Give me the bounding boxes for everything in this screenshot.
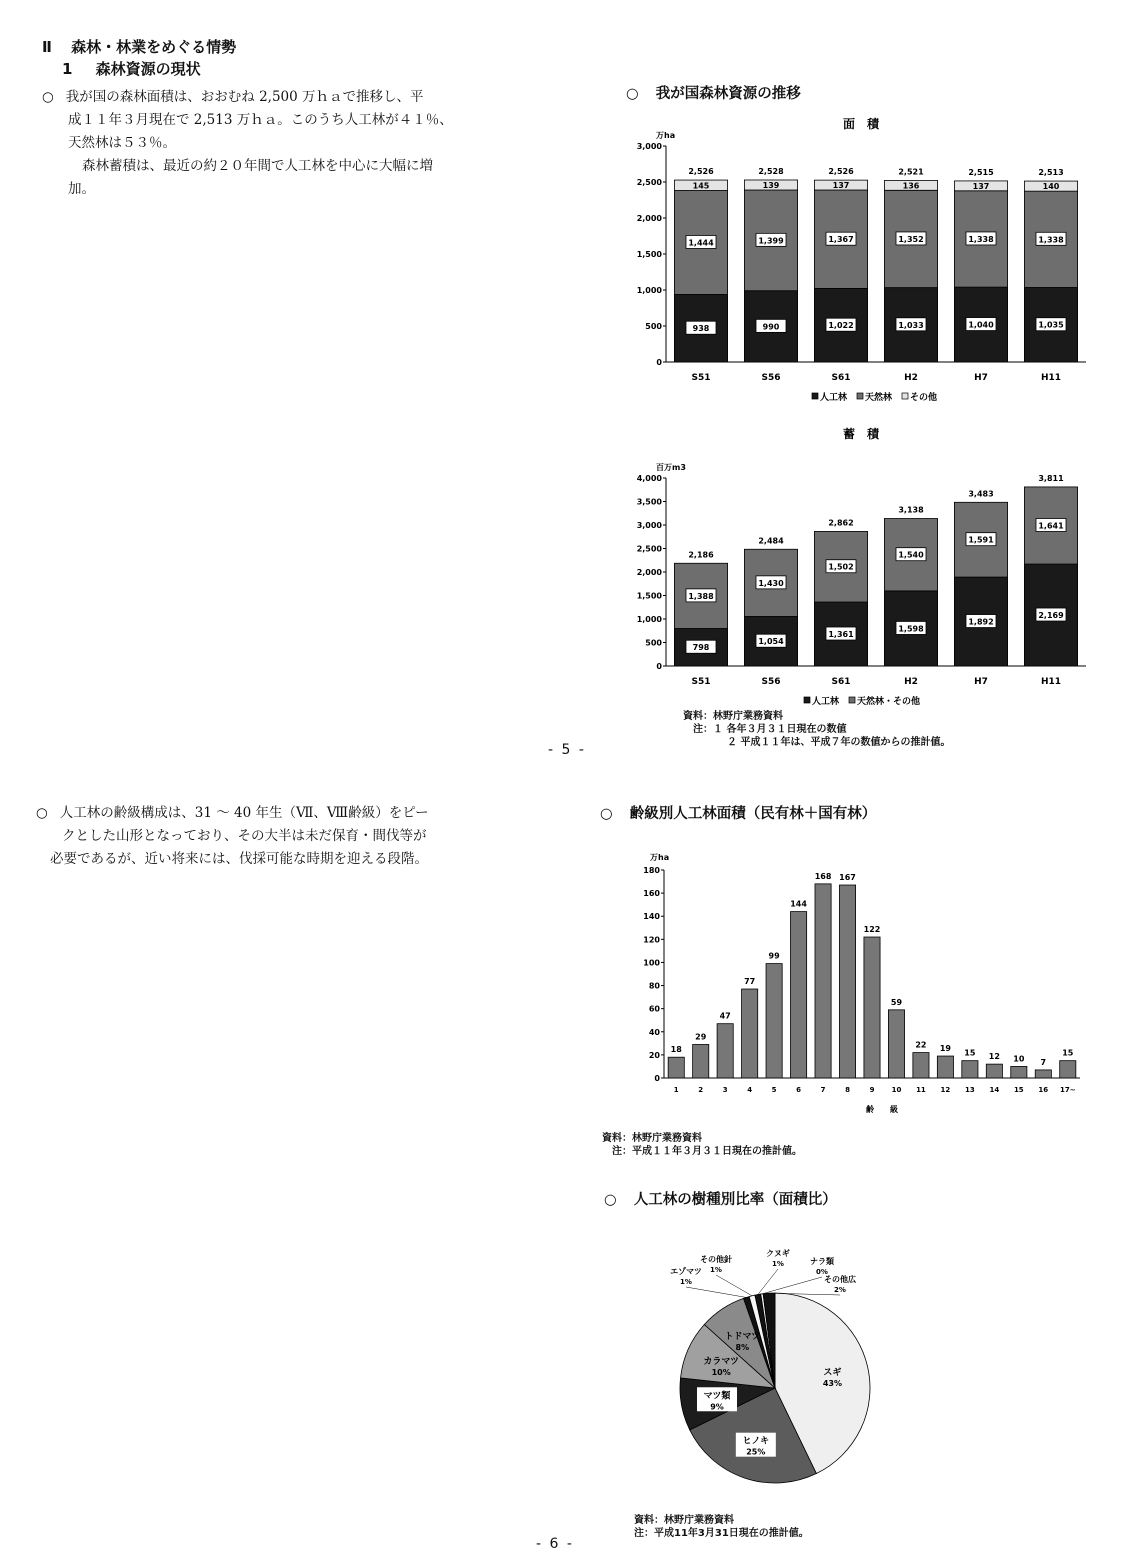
legend-label: 天然林・その他 (857, 697, 921, 707)
x-tick-label: 2 (698, 1086, 704, 1094)
data-label: 15 (964, 1048, 976, 1058)
data-label: 1,430 (758, 578, 784, 588)
total-label: 2,521 (898, 167, 924, 177)
y-tick-label: 160 (643, 889, 660, 899)
legend-swatch (902, 393, 908, 399)
data-label: 10 (1013, 1054, 1025, 1064)
data-label: 136 (902, 181, 920, 191)
forest-area-chart (616, 110, 1106, 410)
x-tick-label: 5 (771, 1086, 777, 1094)
section-number: Ⅱ (42, 38, 52, 56)
subsection-number: 1 (62, 60, 73, 78)
pie-callout-line (716, 1275, 752, 1296)
x-tick-label: S61 (831, 677, 851, 687)
y-tick-label: 2,500 (636, 178, 662, 187)
data-label: 1,035 (1038, 320, 1064, 330)
age-bar (1060, 1061, 1076, 1078)
data-label: 122 (863, 925, 881, 935)
page-number: - 6 - (536, 1536, 574, 1552)
legend-label: その他 (910, 393, 938, 403)
total-label: 2,526 (828, 167, 854, 177)
x-tick-label: H11 (1040, 677, 1062, 687)
x-tick-label: 11 (916, 1086, 926, 1094)
x-tick-label: 1 (673, 1086, 679, 1094)
age-bar (1011, 1066, 1027, 1078)
subsection-heading (62, 58, 201, 79)
species-chart-title-text: 人工林の樹種別比率（面積比） (633, 1192, 837, 1208)
legend-label: 人工林 (812, 697, 840, 707)
data-label: 15 (1062, 1048, 1074, 1058)
resource-charts-title (626, 82, 801, 103)
total-label: 2,515 (968, 167, 994, 177)
x-tick-label: H7 (974, 373, 988, 383)
data-label: 798 (692, 643, 710, 653)
text-line: 必要であるが、近い将来には、伐採可能な時期を迎える段階。 (50, 851, 428, 867)
data-label: 137 (832, 181, 850, 191)
age-bar (815, 884, 831, 1078)
data-label: 938 (692, 324, 710, 334)
y-tick-label: 100 (643, 958, 660, 968)
age-bar (937, 1056, 953, 1078)
x-tick-label: H11 (1040, 373, 1062, 383)
legend-swatch (857, 393, 863, 399)
y-axis-unit: 万ha (656, 131, 676, 140)
species-pie-chart (650, 1228, 950, 1498)
data-label: 22 (915, 1040, 927, 1050)
total-label: 3,483 (968, 489, 994, 499)
data-label: 145 (692, 181, 710, 191)
y-tick-label: 20 (648, 1050, 660, 1060)
data-label: 1,338 (968, 234, 994, 244)
x-tick-label: 3 (722, 1086, 728, 1094)
data-label: 47 (719, 1011, 731, 1021)
y-tick-label: 4,000 (636, 474, 662, 483)
y-tick-label: 2,500 (636, 544, 662, 554)
x-axis-label: 齢 級 (866, 1105, 898, 1114)
bullet: ○ (604, 1192, 617, 1208)
paragraph-forest-area (42, 86, 542, 201)
x-tick-label: 8 (845, 1086, 850, 1094)
pie-callout-name: クヌギ (766, 1249, 790, 1258)
data-label: 1,022 (828, 321, 854, 331)
x-tick-label: S61 (831, 373, 851, 383)
page-number: - 5 - (548, 742, 586, 758)
source-text: 資料：林野庁業務資料 (602, 1133, 702, 1144)
x-tick-label: S56 (761, 677, 781, 687)
y-tick-label: 2,000 (636, 568, 662, 577)
chart-title: 面 積 (842, 117, 880, 131)
pie-label-name: マツ類 (703, 1391, 731, 1402)
age-bar (668, 1057, 684, 1078)
legend-label: 天然林 (865, 393, 893, 403)
x-tick-label: H2 (904, 677, 918, 687)
pie-callout-value: 1% (772, 1260, 784, 1268)
y-tick-label: 40 (648, 1027, 660, 1037)
bullet: ○ (626, 86, 639, 102)
total-label: 3,811 (1038, 473, 1064, 483)
legend-swatch (812, 393, 818, 399)
x-tick-label: 17~ (1059, 1086, 1076, 1094)
y-tick-label: 1,000 (636, 286, 662, 295)
text-line: 成１１年３月現在で 2,513 万ｈａ。このうち人工林が４１％、 (68, 112, 453, 128)
data-label: 1,540 (898, 550, 924, 560)
pie-label-name: カラマツ (703, 1357, 740, 1368)
age-class-chart-title (600, 802, 876, 823)
data-label: 18 (670, 1045, 682, 1055)
age-bar (791, 912, 807, 1078)
age-class-chart-title-text: 齢級別人工林面積（民有林＋国有林） (629, 806, 877, 822)
y-tick-label: 140 (643, 912, 660, 922)
x-tick-label: H2 (904, 373, 918, 383)
data-label: 19 (939, 1044, 951, 1054)
total-label: 2,186 (688, 550, 714, 560)
age-bar (888, 1010, 904, 1078)
age-bar (766, 964, 782, 1078)
y-tick-label: 80 (648, 981, 660, 991)
resource-charts-title-text: 我が国森林資源の推移 (655, 86, 801, 102)
pie-label-value: 8% (735, 1343, 750, 1353)
x-tick-label: 10 (891, 1086, 902, 1094)
age-bar (962, 1061, 978, 1078)
bullet: ○ (36, 805, 48, 821)
x-tick-label: 13 (965, 1086, 975, 1094)
legend-swatch (804, 697, 810, 703)
data-label: 1,641 (1038, 521, 1064, 531)
paragraph-age-class (36, 802, 556, 871)
data-label: 1,598 (898, 624, 924, 634)
age-bar (864, 937, 880, 1078)
y-tick-label: 1,500 (636, 591, 662, 601)
data-label: 1,352 (898, 234, 924, 244)
pie-callout-name: その他広 (824, 1275, 856, 1284)
text-line: 人工林の齢級構成は、31 ～ 40 年生（Ⅶ、Ⅷ齢級）をピー (59, 805, 429, 821)
pie-label-name: トドマツ (724, 1332, 761, 1343)
total-label: 2,528 (758, 166, 784, 176)
x-tick-label: 7 (820, 1086, 826, 1094)
x-tick-label: S51 (691, 373, 711, 383)
pie-callout-value: 1% (680, 1278, 692, 1286)
pie-label-name: ヒノキ (742, 1436, 770, 1447)
data-label: 1,033 (898, 320, 924, 330)
data-label: 2,169 (1038, 611, 1064, 621)
pie-callout-name: エゾマツ (670, 1267, 702, 1276)
pie-callout-line (762, 1277, 822, 1294)
age-bar (913, 1053, 929, 1078)
x-tick-label: 9 (869, 1086, 875, 1094)
section-heading (42, 36, 236, 57)
pie-label-value: 9% (710, 1402, 724, 1412)
text-line: 森林蓄積は、最近の約２０年間で人工林を中心に大幅に増 (82, 158, 433, 174)
note-text: 注：１ 各年３月３１日現在の数値 (693, 724, 847, 735)
data-label: 7 (1040, 1057, 1047, 1067)
y-axis-unit: 百万m3 (656, 463, 686, 472)
pie-callout-value: 2% (834, 1286, 846, 1294)
age-bar (1035, 1070, 1051, 1078)
data-label: 29 (695, 1032, 707, 1042)
age-bar (742, 989, 758, 1078)
data-label: 1,399 (758, 236, 784, 246)
data-label: 12 (988, 1052, 1000, 1062)
x-tick-label: 15 (1013, 1086, 1024, 1094)
age-bar (693, 1044, 709, 1078)
data-label: 167 (839, 873, 856, 883)
pie-label-value: 43% (822, 1378, 842, 1388)
y-tick-label: 60 (648, 1004, 660, 1014)
age-source-notes (602, 1132, 802, 1158)
source-text: 資料：林野庁業務資料 (683, 711, 783, 722)
data-label: 168 (814, 871, 832, 881)
pie-callout-value: 0% (816, 1268, 828, 1276)
subsection-title: 森林資源の現状 (95, 60, 201, 78)
y-tick-label: 3,500 (636, 497, 662, 507)
resource-source-notes (683, 710, 950, 749)
y-tick-label: 2,000 (636, 214, 662, 223)
x-tick-label: H7 (974, 677, 988, 687)
text-line: クとした山形となっており、その大半は未だ保育・間伐等が (62, 828, 427, 844)
note-text: ２ 平成１１年は、平成７年の数値からの推計値。 (727, 737, 951, 748)
data-label: 1,338 (1038, 235, 1064, 245)
data-label: 137 (972, 181, 990, 191)
y-tick-label: 1,000 (636, 615, 662, 624)
y-tick-label: 0 (656, 358, 662, 367)
source-text: 資料：林野庁業務資料 (634, 1515, 734, 1526)
x-tick-label: S56 (761, 373, 781, 383)
text-line: 加。 (68, 181, 95, 197)
pie-callout-line (686, 1287, 746, 1297)
data-label: 990 (762, 322, 780, 332)
total-label: 2,513 (1038, 168, 1064, 178)
chart-title: 蓄 積 (842, 427, 880, 441)
data-label: 1,892 (968, 617, 994, 627)
y-axis-unit: 万ha (650, 853, 670, 862)
data-label: 1,054 (758, 637, 784, 647)
x-tick-label: 4 (747, 1086, 753, 1094)
total-label: 2,526 (688, 167, 714, 177)
y-tick-label: 180 (643, 866, 660, 875)
data-label: 99 (768, 951, 780, 961)
y-tick-label: 120 (643, 935, 660, 945)
x-tick-label: 16 (1038, 1086, 1049, 1094)
x-tick-label: 14 (989, 1086, 1000, 1094)
data-label: 1,502 (828, 562, 854, 572)
pie-label-value: 10% (711, 1368, 731, 1378)
bullet: ○ (600, 806, 613, 822)
pie-callout-line (758, 1269, 778, 1295)
y-tick-label: 0 (654, 1074, 660, 1083)
data-label: 1,361 (828, 630, 854, 640)
age-bar (986, 1064, 1002, 1078)
species-source-notes (634, 1514, 809, 1540)
pie-label-name: スギ (823, 1367, 842, 1378)
x-tick-label: 6 (796, 1086, 802, 1094)
total-label: 3,138 (898, 505, 924, 515)
note-text: 注：平成11年3月31日現在の推計値。 (634, 1528, 809, 1539)
y-tick-label: 500 (645, 322, 662, 331)
data-label: 1,591 (968, 535, 994, 545)
legend-swatch (849, 697, 855, 703)
bullet: ○ (42, 89, 54, 105)
species-chart-title (604, 1188, 837, 1209)
y-tick-label: 1,500 (636, 250, 662, 259)
text-line: 天然林は５３％。 (68, 135, 176, 151)
y-tick-label: 0 (656, 662, 662, 671)
age-bar (839, 885, 855, 1078)
x-tick-label: 12 (940, 1086, 951, 1094)
data-label: 1,444 (688, 238, 714, 248)
age-bar (717, 1024, 733, 1078)
y-tick-label: 3,000 (636, 521, 662, 530)
data-label: 1,388 (688, 591, 714, 601)
pie-callout-value: 1% (710, 1266, 722, 1274)
pie-callout-name: その他針 (700, 1255, 732, 1264)
y-tick-label: 3,000 (636, 142, 662, 151)
data-label: 144 (790, 899, 807, 909)
total-label: 2,862 (828, 518, 854, 528)
x-tick-label: S51 (691, 677, 711, 687)
y-tick-label: 500 (645, 638, 662, 648)
age-class-chart (616, 838, 1096, 1128)
data-label: 77 (744, 977, 756, 987)
text-line: 我が国の森林面積は、おおむね 2,500 万ｈａで推移し、平 (65, 89, 424, 105)
legend-label: 人工林 (820, 393, 848, 403)
section-title: 森林・林業をめぐる情勢 (71, 38, 237, 56)
data-label: 59 (890, 997, 903, 1007)
pie-callout-name: ナラ類 (810, 1257, 834, 1266)
data-label: 1,040 (968, 320, 994, 330)
total-label: 2,484 (758, 536, 784, 546)
pie-label-value: 25% (746, 1447, 766, 1457)
data-label: 139 (762, 180, 780, 190)
data-label: 140 (1042, 182, 1060, 192)
data-label: 1,367 (828, 235, 854, 245)
note-text: 注：平成１１年３月３１日現在の推計値。 (612, 1146, 802, 1157)
forest-stock-chart (616, 420, 1106, 720)
